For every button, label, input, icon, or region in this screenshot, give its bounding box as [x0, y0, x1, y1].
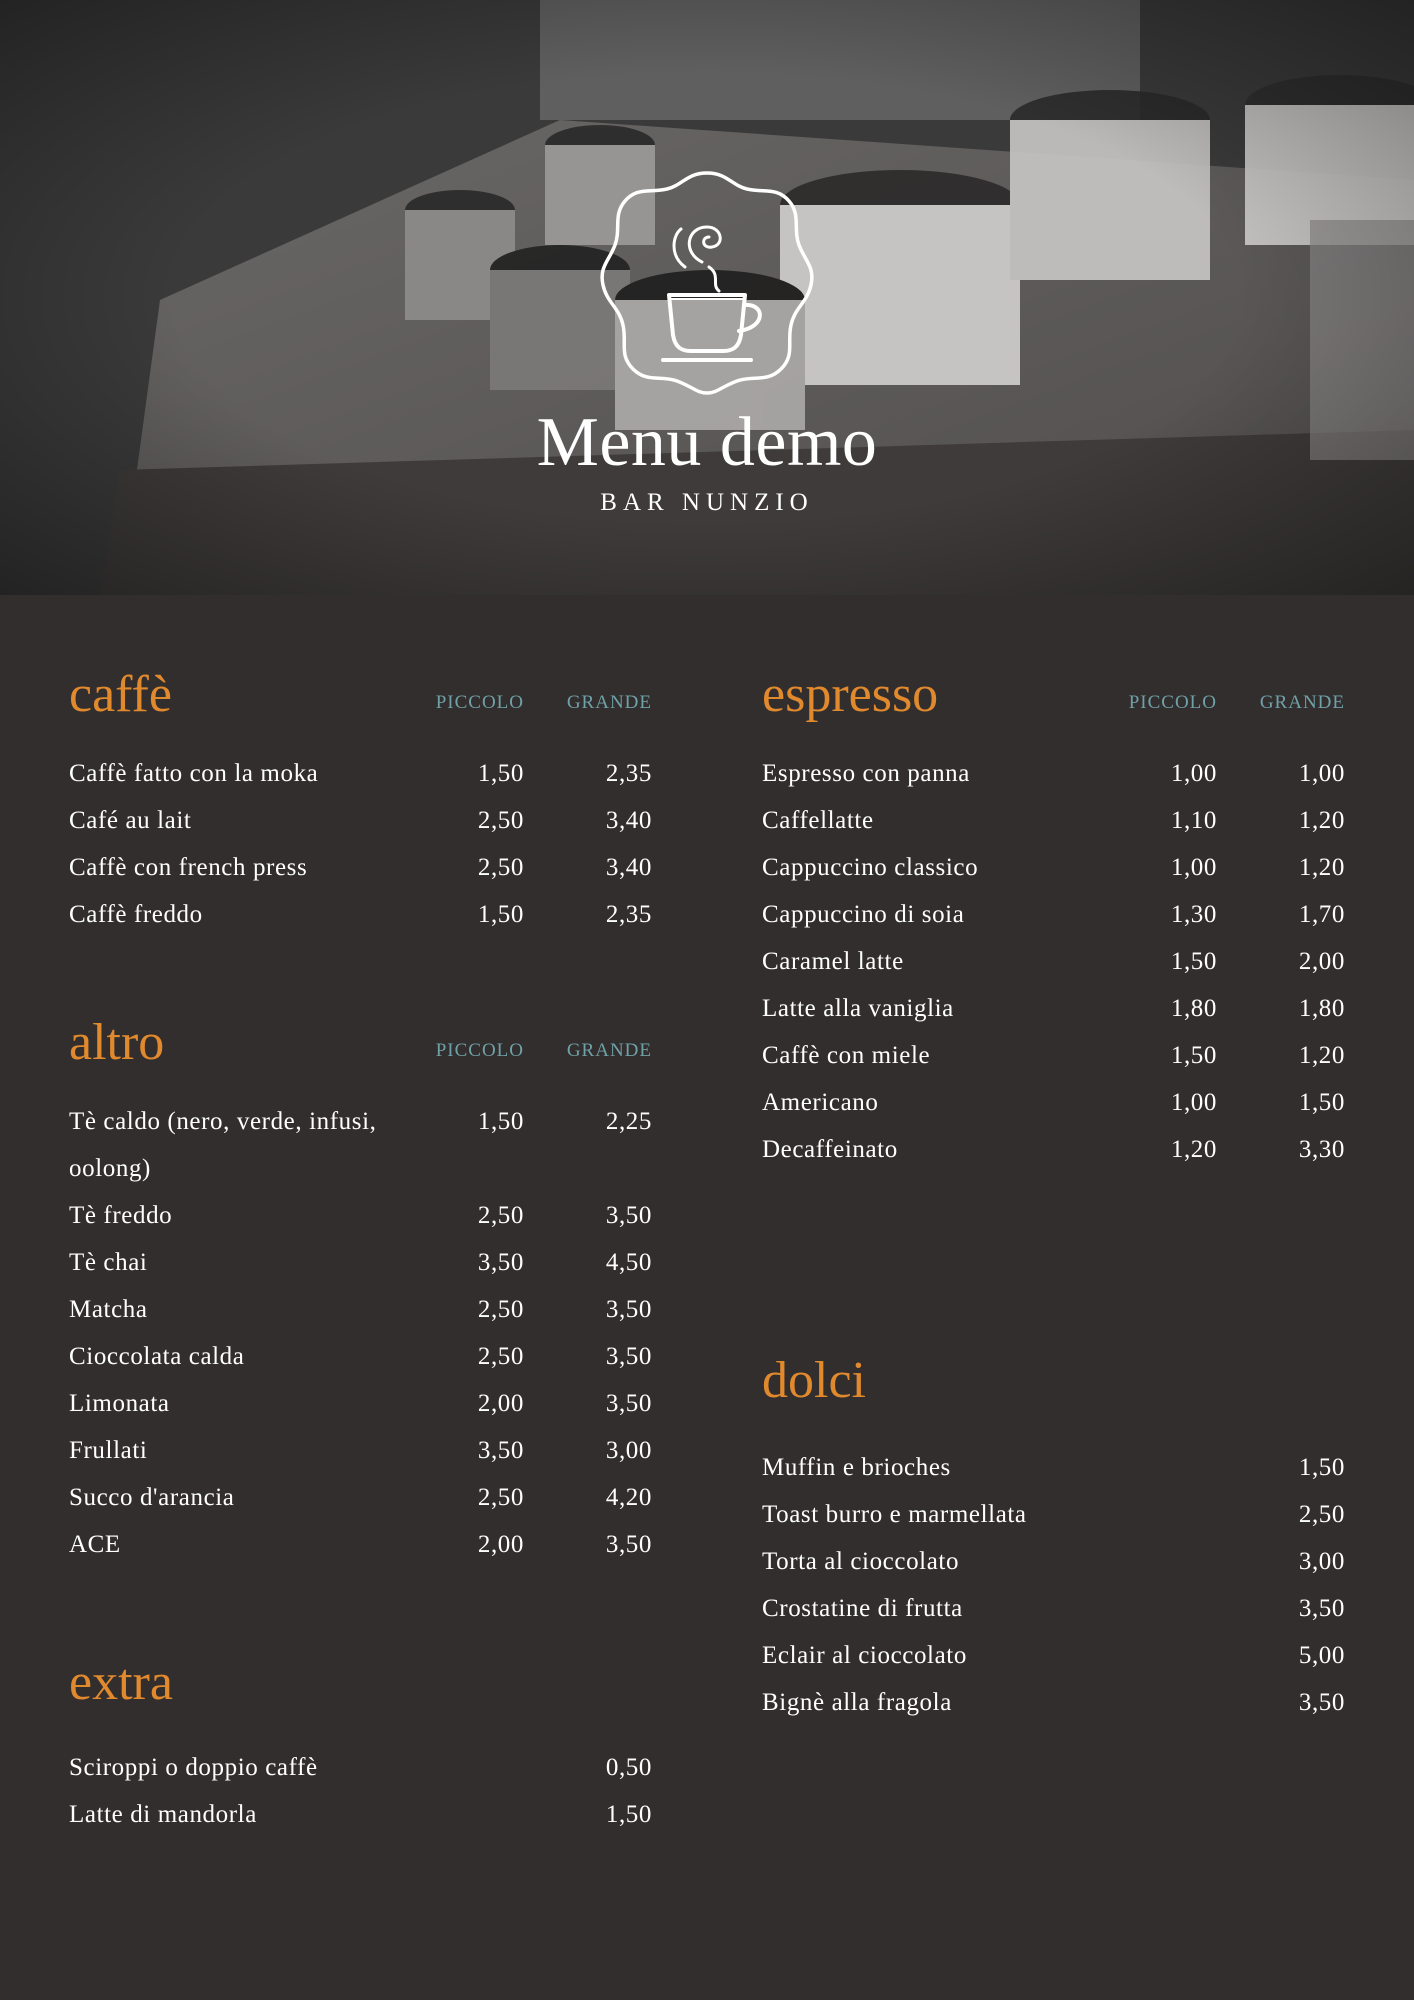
price-small: 3,50 [477, 1437, 524, 1464]
item-name: Torta al cioccolato [762, 1548, 960, 1575]
item-name: Espresso con panna [762, 760, 970, 787]
column-header-small: PICCOLO [1128, 692, 1217, 713]
menu-item [762, 750, 1345, 797]
column-header-large: GRANDE [1259, 692, 1345, 713]
coffee-cup-icon [597, 167, 817, 395]
price-small: 2,50 [477, 1343, 524, 1370]
price: 3,50 [1298, 1689, 1345, 1716]
item-name: Matcha [69, 1296, 148, 1323]
menu-subtitle: BAR NUNZIO [600, 489, 814, 516]
price-large: 4,20 [605, 1484, 652, 1511]
item-name: Caffè fatto con la moka [69, 760, 319, 787]
item-name: Crostatine di frutta [762, 1595, 963, 1622]
menu-item [69, 844, 652, 891]
item-name: Cappuccino di soia [762, 901, 965, 928]
item-name: Toast burro e marmellata [762, 1501, 1027, 1528]
price-small: 1,50 [477, 760, 524, 787]
price-large: 1,50 [1298, 1089, 1345, 1116]
item-name: Tè chai [69, 1249, 148, 1276]
price-large: 1,80 [1298, 995, 1345, 1022]
price: 5,00 [1298, 1642, 1345, 1669]
price-small: 1,10 [1170, 807, 1217, 834]
item-name: Caffellatte [762, 807, 874, 834]
price-large: 1,20 [1298, 854, 1345, 881]
price-large: 4,50 [605, 1249, 652, 1276]
item-name: Café au lait [69, 807, 192, 834]
menu-item [762, 1079, 1345, 1126]
menu-item [69, 1098, 652, 1192]
item-name: ACE [69, 1531, 121, 1558]
menu-item [762, 797, 1345, 844]
item-name: Tè caldo (nero, verde, infusi, oolong) [69, 1108, 377, 1182]
menu-item [762, 1538, 1345, 1585]
item-name: Decaffeinato [762, 1136, 898, 1163]
price-small: 2,50 [477, 1296, 524, 1323]
menu-item [69, 1380, 652, 1427]
item-name: Sciroppi o doppio caffè [69, 1754, 318, 1781]
price: 3,50 [1298, 1595, 1345, 1622]
price-small: 1,50 [477, 1108, 524, 1135]
menu-item [69, 1239, 652, 1286]
menu-item [762, 1444, 1345, 1491]
menu-item [69, 750, 652, 797]
price-small: 2,50 [477, 854, 524, 881]
menu-item [762, 1126, 1345, 1173]
item-name: Cappuccino classico [762, 854, 979, 881]
item-name: Eclair al cioccolato [762, 1642, 967, 1669]
section-title: espresso [762, 666, 939, 723]
menu-item [69, 1791, 652, 1838]
price-small: 2,00 [477, 1531, 524, 1558]
item-list [69, 1098, 652, 1568]
price: 1,50 [605, 1801, 652, 1828]
section-title: caffè [69, 666, 172, 723]
hero-banner [0, 0, 1414, 595]
price-small: 1,30 [1170, 901, 1217, 928]
price-small: 1,00 [1170, 760, 1217, 787]
menu-item [762, 1632, 1345, 1679]
price-large: 3,40 [605, 807, 652, 834]
menu-item [762, 1585, 1345, 1632]
item-name: Succo d'arancia [69, 1484, 235, 1511]
price-small: 1,50 [477, 901, 524, 928]
price-large: 2,35 [605, 760, 652, 787]
price-small: 1,50 [1170, 1042, 1217, 1069]
menu-item [762, 1679, 1345, 1726]
price-small: 2,50 [477, 1484, 524, 1511]
price-small: 1,00 [1170, 854, 1217, 881]
price: 3,00 [1298, 1548, 1345, 1575]
menu-item [762, 1032, 1345, 1079]
price-large: 3,00 [605, 1437, 652, 1464]
menu-item [762, 1491, 1345, 1538]
menu-item [762, 891, 1345, 938]
price-large: 3,50 [605, 1202, 652, 1229]
item-list [69, 750, 652, 938]
item-name: Caffè con french press [69, 854, 308, 881]
menu-item [69, 797, 652, 844]
menu-item [762, 938, 1345, 985]
price-large: 3,50 [605, 1390, 652, 1417]
price: 1,50 [1298, 1454, 1345, 1481]
price-small: 1,50 [1170, 948, 1217, 975]
item-list [762, 1444, 1345, 1726]
menu-item [69, 1427, 652, 1474]
menu-item [69, 1192, 652, 1239]
price-small: 1,80 [1170, 995, 1217, 1022]
price-small: 2,50 [477, 1202, 524, 1229]
section-title: extra [69, 1654, 173, 1711]
section-title: dolci [762, 1352, 866, 1409]
price-large: 1,20 [1298, 807, 1345, 834]
menu-item [762, 844, 1345, 891]
item-name: Limonata [69, 1390, 170, 1417]
menu-item [69, 1744, 652, 1791]
column-header-small: PICCOLO [435, 692, 524, 713]
section-title: altro [69, 1014, 165, 1071]
menu-item [69, 1521, 652, 1568]
price-large: 1,00 [1298, 760, 1345, 787]
menu-item [69, 1286, 652, 1333]
item-name: Cioccolata calda [69, 1343, 245, 1370]
price-large: 2,35 [605, 901, 652, 928]
price-large: 1,70 [1298, 901, 1345, 928]
item-name: Latte alla vaniglia [762, 995, 954, 1022]
item-name: Bignè alla fragola [762, 1689, 952, 1716]
price-large: 2,00 [1298, 948, 1345, 975]
price-large: 2,25 [605, 1108, 652, 1135]
price: 0,50 [605, 1754, 652, 1781]
price-small: 1,00 [1170, 1089, 1217, 1116]
column-header-small: PICCOLO [435, 1040, 524, 1061]
menu-item [69, 1333, 652, 1380]
price-large: 3,30 [1298, 1136, 1345, 1163]
price-large: 3,50 [605, 1296, 652, 1323]
item-name: Muffin e brioches [762, 1454, 951, 1481]
menu-title: Menu demo [536, 404, 878, 481]
item-name: Caffè freddo [69, 901, 203, 928]
menu-item [69, 891, 652, 938]
item-name: Frullati [69, 1437, 148, 1464]
item-list [762, 750, 1345, 1173]
price-small: 2,00 [477, 1390, 524, 1417]
price-large: 3,40 [605, 854, 652, 881]
column-header-large: GRANDE [566, 692, 652, 713]
item-name: Caffè con miele [762, 1042, 931, 1069]
price: 2,50 [1298, 1501, 1345, 1528]
price-large: 1,20 [1298, 1042, 1345, 1069]
item-name: Americano [762, 1089, 879, 1116]
price-small: 1,20 [1170, 1136, 1217, 1163]
price-small: 3,50 [477, 1249, 524, 1276]
item-name: Latte di mandorla [69, 1801, 257, 1828]
price-large: 3,50 [605, 1531, 652, 1558]
column-header-large: GRANDE [566, 1040, 652, 1061]
menu-item [69, 1474, 652, 1521]
item-list [69, 1744, 652, 1838]
item-name: Caramel latte [762, 948, 904, 975]
menu-item [762, 985, 1345, 1032]
price-small: 2,50 [477, 807, 524, 834]
price-large: 3,50 [605, 1343, 652, 1370]
item-name: Tè freddo [69, 1202, 173, 1229]
